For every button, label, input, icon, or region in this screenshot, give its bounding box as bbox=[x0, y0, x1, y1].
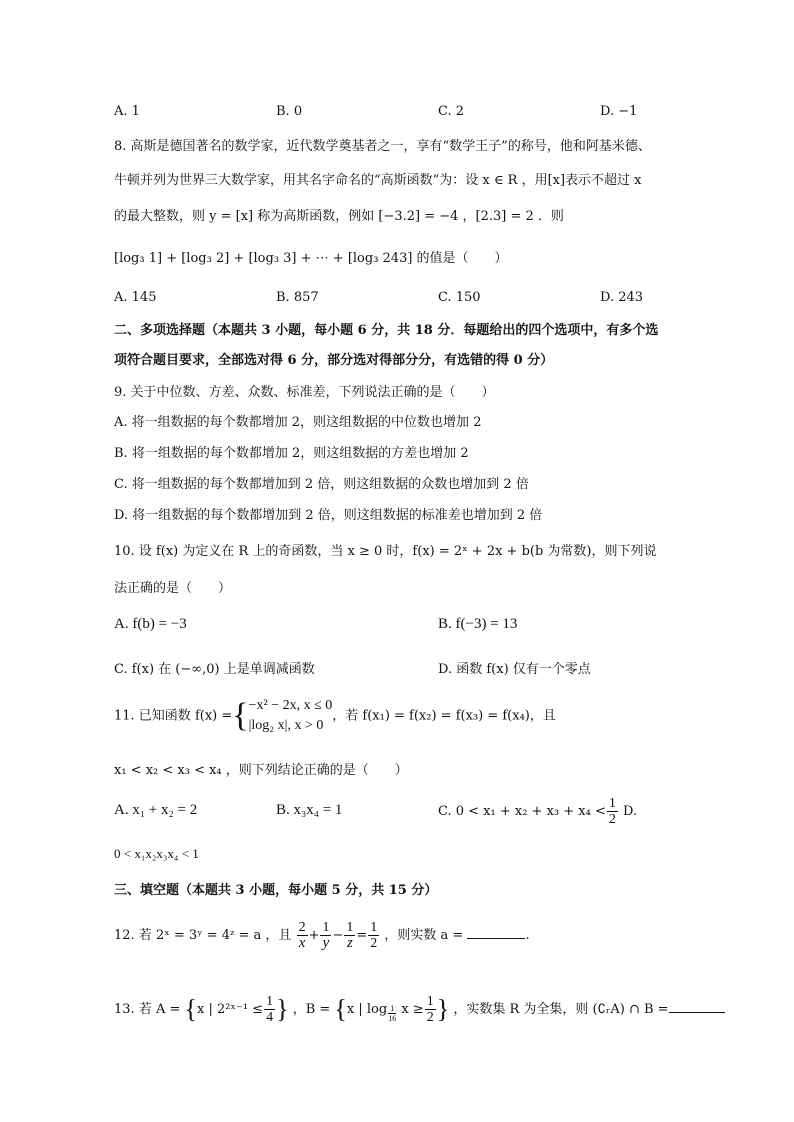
q11-option-c-text: C. 0 < x₁ + x₂ + x₃ + x₄ < bbox=[438, 804, 606, 819]
q9-option-b: B. 将一组数据的每个数都增加 2，则这组数据的方差也增加 2 bbox=[114, 446, 469, 461]
q8-line-2: 牛顿并列为世界三大数学家，用其名字命名的“高斯函数”为：设 x ∈ R ，用[x]表示不超过 x bbox=[114, 173, 642, 188]
q10-option-c: C. f(x) 在 (−∞,0) 上是单调减函数 bbox=[114, 662, 315, 677]
q8-line-3: 的最大整数，则 y = [x] 称为高斯函数，例如 [−3.2] = −4 ，[2.3] = 2 ．则 bbox=[114, 209, 564, 224]
q10-option-a: A. f(b) = −3 bbox=[114, 616, 187, 632]
q11-brace: { bbox=[232, 697, 249, 734]
q7-option-a: A. 1 bbox=[114, 104, 140, 119]
q12-fraction-3: $\frac{1}{z}$ bbox=[346, 920, 354, 951]
q9-stem: 9. 关于中位数、方差、众数、标准差，下列说法正确的是（ ） bbox=[114, 385, 495, 400]
q13-set-b-log: x | log bbox=[346, 1002, 388, 1017]
q13-set-a-open: { bbox=[184, 994, 197, 1024]
q11-c-denominator: 2 bbox=[608, 812, 616, 827]
section2-heading-1: 二、多项选择题（本题共 3 小题，每小题 6 分，共 18 分．每题给出的四个选项中，有多个选 bbox=[114, 323, 659, 338]
q12-period: . bbox=[525, 928, 530, 943]
q11-case-2: |log₂ x|, x > 0 bbox=[248, 718, 324, 733]
q7-option-b: B. 0 bbox=[276, 104, 303, 119]
q13-answer-blank[interactable] bbox=[669, 998, 725, 1013]
q9-option-a: A. 将一组数据的每个数都增加 2，则这组数据的中位数也增加 2 bbox=[114, 415, 482, 430]
q11-option-b: B. x₃x₄ = 1 bbox=[276, 802, 343, 818]
q12-suffix: ，则实数 a = bbox=[384, 928, 464, 943]
q11-line-1 bbox=[114, 696, 556, 742]
q13-log-base: $\frac{1}{16}$ bbox=[388, 1004, 397, 1023]
q11-suffix: ，若 f(x₁) = f(x₂) = f(x₃) = f(x₄)，且 bbox=[332, 708, 556, 724]
q8-option-d: D. 243 bbox=[600, 290, 644, 305]
q13-set-a-fraction: $\frac{1}{4}$ bbox=[266, 994, 274, 1025]
q11-piecewise bbox=[249, 696, 333, 736]
q7-option-c: C. 2 bbox=[438, 104, 465, 119]
q12-equals: = bbox=[356, 928, 368, 943]
q13-set-a-close: } bbox=[276, 994, 289, 1024]
q9-option-d: D. 将一组数据的每个数都增加到 2 倍，则这组数据的标准差也增加到 2 倍 bbox=[114, 508, 543, 523]
q9-option-c: C. 将一组数据的每个数都增加到 2 倍，则这组数据的众数也增加到 2 倍 bbox=[114, 477, 529, 492]
q13-set-b-open: { bbox=[334, 994, 347, 1024]
q11-option-a: A. x₁ + x₂ = 2 bbox=[114, 802, 198, 818]
section3-heading: 三、填空题（本题共 3 小题，每小题 5 分，共 15 分） bbox=[114, 883, 438, 898]
q11-option-c bbox=[438, 796, 637, 827]
q11-prefix: 11. 已知函数 f(x) = bbox=[114, 708, 233, 724]
q10-line-2: 法正确的是（ ） bbox=[114, 581, 232, 596]
q12-fraction-1: $\frac{2}{x}$ bbox=[298, 920, 306, 951]
q13-set-b-condition: x ≥ bbox=[401, 1002, 424, 1017]
q10-line-1: 10. 设 f(x) 为定义在 R 上的奇函数，当 x ≥ 0 时，f(x) = 2ˣ + 2x + b(b 为常数)，则下列说 bbox=[114, 544, 657, 559]
q8-line-4: [log₃ 1] + [log₃ 2] + [log₃ 3] + ⋯ + [log₃ 243] 的值是（ ） bbox=[114, 251, 508, 266]
q12-plus: + bbox=[308, 928, 320, 943]
q8-line-1: 8. 高斯是德国著名的数学家，近代数学奠基者之一，享有“数学王子”的称号，他和阿基米德、 bbox=[114, 139, 651, 154]
q11-c-numerator: 1 bbox=[608, 796, 616, 811]
q13-set-b-close: } bbox=[436, 994, 450, 1024]
q8-option-b: B. 857 bbox=[276, 290, 319, 305]
q12-answer-blank[interactable] bbox=[467, 924, 525, 939]
q11-case-1: −x² − 2x, x ≤ 0 bbox=[248, 698, 333, 713]
q13-suffix: ，实数集 R 为全集，则 (∁ᵣA) ∩ B = bbox=[453, 1002, 669, 1017]
section2-heading-2: 项符合题目要求，全部选对得 6 分，部分选对得部分分，有选错的得 0 分） bbox=[114, 353, 554, 368]
q11-option-d: 0 < x₁x₂x₃x₄ < 1 bbox=[114, 846, 199, 861]
q11-option-c-fraction bbox=[607, 796, 618, 827]
q8-option-c: C. 150 bbox=[438, 290, 481, 305]
q11-line-2: x₁ < x₂ < x₃ < x₄ ，则下列结论正确的是（ ） bbox=[114, 763, 408, 778]
q12-fraction-4: $\frac{1}{2}$ bbox=[370, 920, 378, 951]
q7-option-d: D. −1 bbox=[600, 104, 638, 119]
q13-middle: ，B = bbox=[292, 1002, 331, 1017]
q13-set-a: x | 2²ˣ⁻¹ ≤ bbox=[196, 1002, 264, 1017]
q12-line bbox=[114, 916, 530, 956]
q12-fraction-2: $\frac{1}{y}$ bbox=[322, 920, 330, 951]
q8-option-a: A. 145 bbox=[114, 290, 157, 305]
q13-line bbox=[114, 990, 725, 1030]
q10-option-b: B. f(−3) = 13 bbox=[438, 616, 518, 632]
q13-prefix: 13. 若 A = bbox=[114, 1002, 181, 1017]
q12-prefix: 12. 若 2ˣ = 3ʸ = 4ᶻ = a ，且 bbox=[114, 928, 292, 943]
q10-option-d: D. 函数 f(x) 仅有一个零点 bbox=[438, 662, 591, 677]
q11-option-d-label: D. bbox=[623, 804, 638, 819]
q13-set-b-fraction: $\frac{1}{2}$ bbox=[426, 994, 434, 1025]
q12-minus: − bbox=[332, 928, 344, 943]
